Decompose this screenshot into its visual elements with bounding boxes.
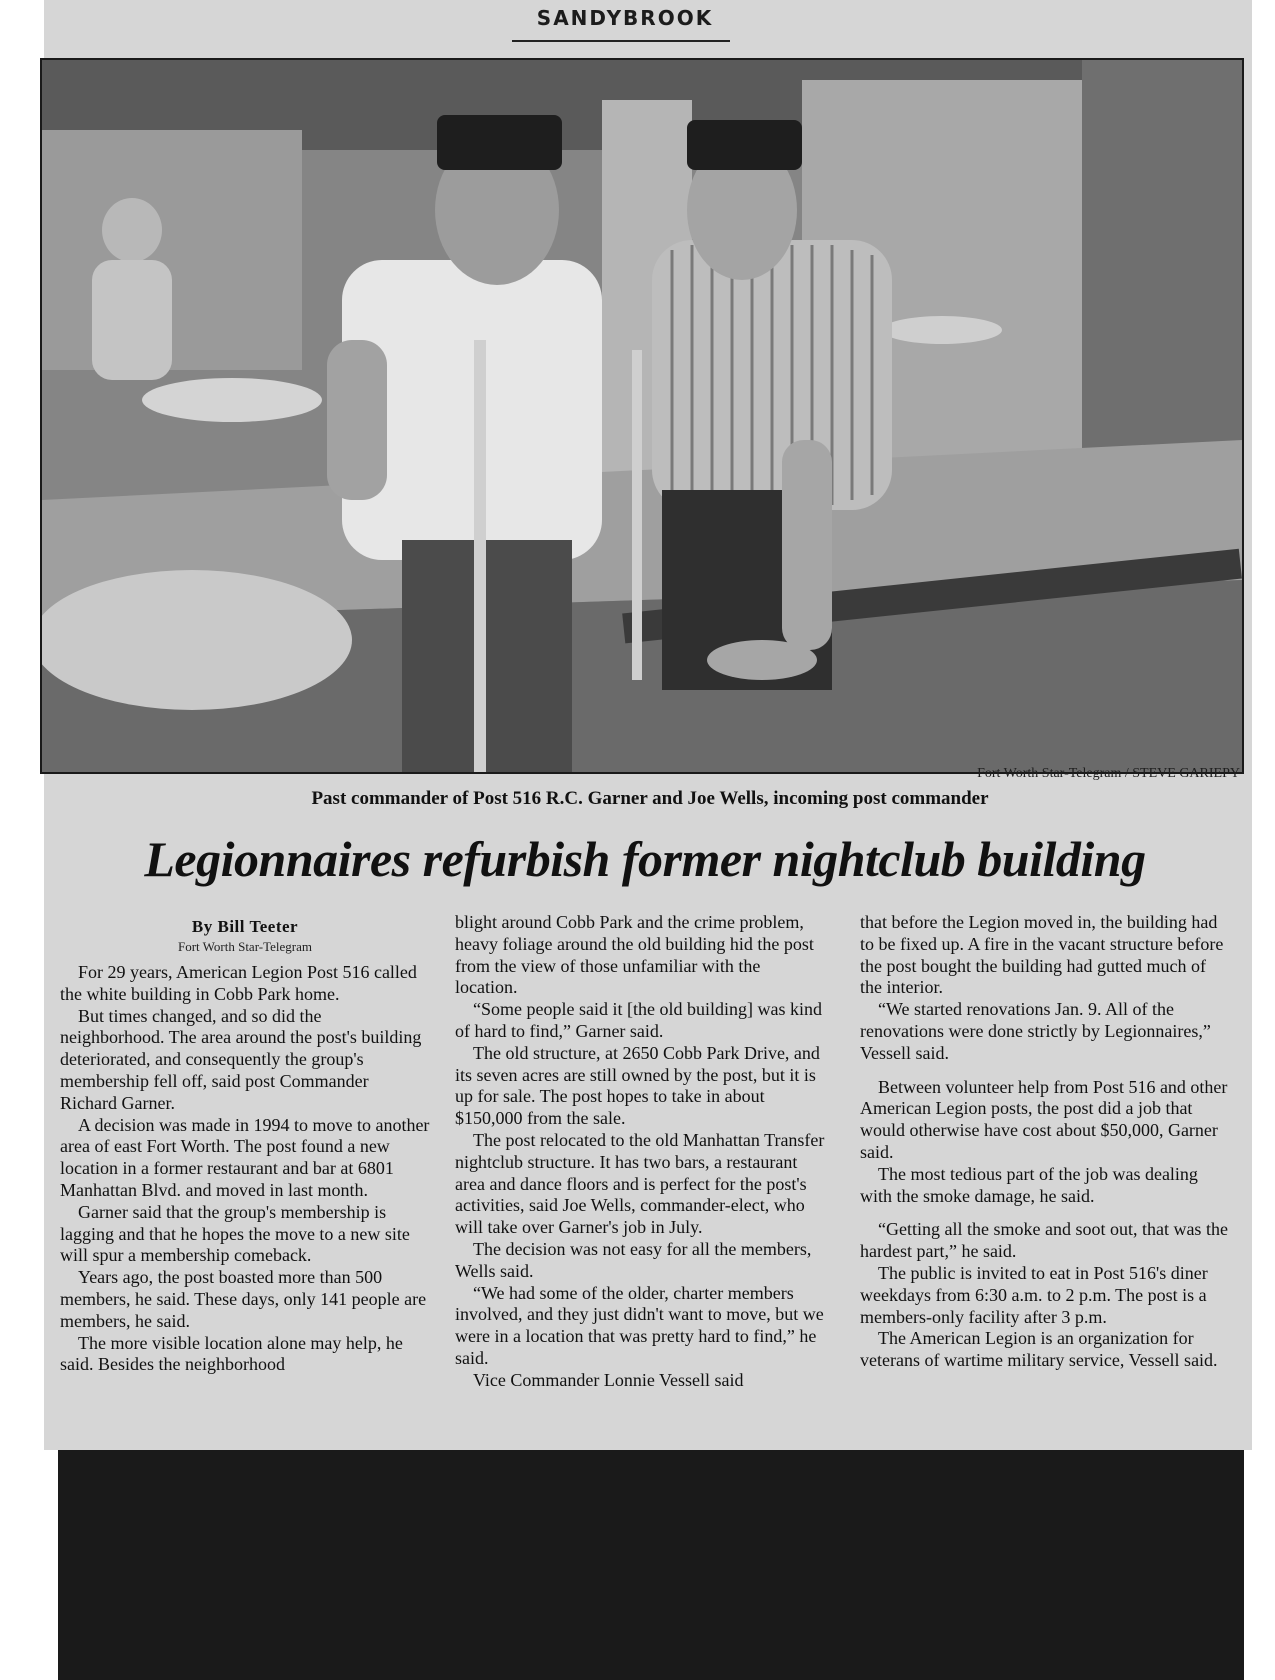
paragraph: A decision was made in 1994 to move to another area of east Fort Worth. The post found a new location in a former restaurant and bar at 6801 Manhattan Blvd. and moved in last month. <box>60 1114 430 1200</box>
paragraph: “We started renovations Jan. 9. All of the renovations were done strictly by Legionnaires,” Vessell said. <box>860 999 1211 1063</box>
paragraph: For 29 years, American Legion Post 516 called the white building in Cobb Park home. <box>60 962 417 1004</box>
paragraph: “We had some of the older, charter members involved, and they just didn't want to move, but we were in a location that was pretty hard to find,” he said. <box>455 1282 824 1368</box>
paragraph: “Some people said it [the old building] was kind of hard to find,” Garner said. <box>455 999 822 1041</box>
byline-author: By Bill Teeter <box>191 917 299 936</box>
article-column-1 <box>60 962 430 1376</box>
paragraph: Garner said that the group's membership is lagging and that he hopes the move to a new site will spur a membership comeback. <box>60 1201 410 1266</box>
paragraph: Vice Commander Lonnie Vessell said <box>473 1369 744 1390</box>
photo-credit: Fort Worth Star-Telegram / STEVE GARIEPY <box>977 766 1240 781</box>
paragraph: blight around Cobb Park and the crime problem, heavy foliage around the old building hid the post from the view of those unfamiliar with the location. <box>455 912 814 998</box>
section-rule <box>512 40 730 42</box>
article-column-2 <box>455 912 825 1392</box>
paragraph: The public is invited to eat in Post 516's diner weekdays from 6:30 a.m. to 2 p.m. The post is a members-only facility after 3 p.m. <box>860 1262 1208 1327</box>
paragraph: Years ago, the post boasted more than 500 members, he said. These days, only 141 people are members, he said. <box>60 1267 427 1331</box>
paragraph: The old structure, at 2650 Cobb Park Drive, and its seven acres are still owned by the post, but it is up for sale. The post hopes to take in about $150,000 from the sale. <box>455 1042 820 1129</box>
scan-background-strip <box>58 1450 1244 1680</box>
photo-illustration <box>42 60 1242 772</box>
byline-affiliation: Fort Worth Star-Telegram <box>177 939 312 954</box>
paragraph: But times changed, and so did the neighborhood. The area around the post's building deteriorated, and consequently the group's membership fell off, said post Commander Richard Garner. <box>60 1005 422 1113</box>
paragraph: The post relocated to the old Manhattan Transfer nightclub structure. It has two bars, a restaurant area and dance floors and is perfect for the post's activities, said Joe Wells, commander-elect, who will take over Garner's job in July. <box>455 1129 825 1238</box>
article-photo <box>40 58 1244 774</box>
paragraph: The most tedious part of the job was dealing with the smoke damage, he said. <box>860 1163 1198 1206</box>
paragraph: that before the Legion moved in, the building had to be fixed up. A fire in the vacant structure before the post bought the building had gutted much of the interior. <box>860 912 1224 998</box>
headline: Legionnaires refurbish former nightclub building <box>144 831 1146 887</box>
paragraph: The decision was not easy for all the members, Wells said. <box>455 1238 812 1281</box>
paragraph: “Getting all the smoke and soot out, that was the hardest part,” he said. <box>860 1219 1228 1262</box>
article-column-3 <box>860 912 1230 1372</box>
section-header: SANDYBROOK <box>536 6 714 30</box>
paragraph: The more visible location alone may help, he said. Besides the neighborhood <box>60 1332 403 1375</box>
paragraph: The American Legion is an organization for veterans of wartime military service, Vessell said. <box>860 1328 1218 1371</box>
paragraph: Between volunteer help from Post 516 and other American Legion posts, the post did a job that would otherwise have cost about $50,000, Garner said. <box>860 1076 1228 1162</box>
photo-caption: Past commander of Post 516 R.C. Garner and Joe Wells, incoming post commander <box>311 788 989 809</box>
